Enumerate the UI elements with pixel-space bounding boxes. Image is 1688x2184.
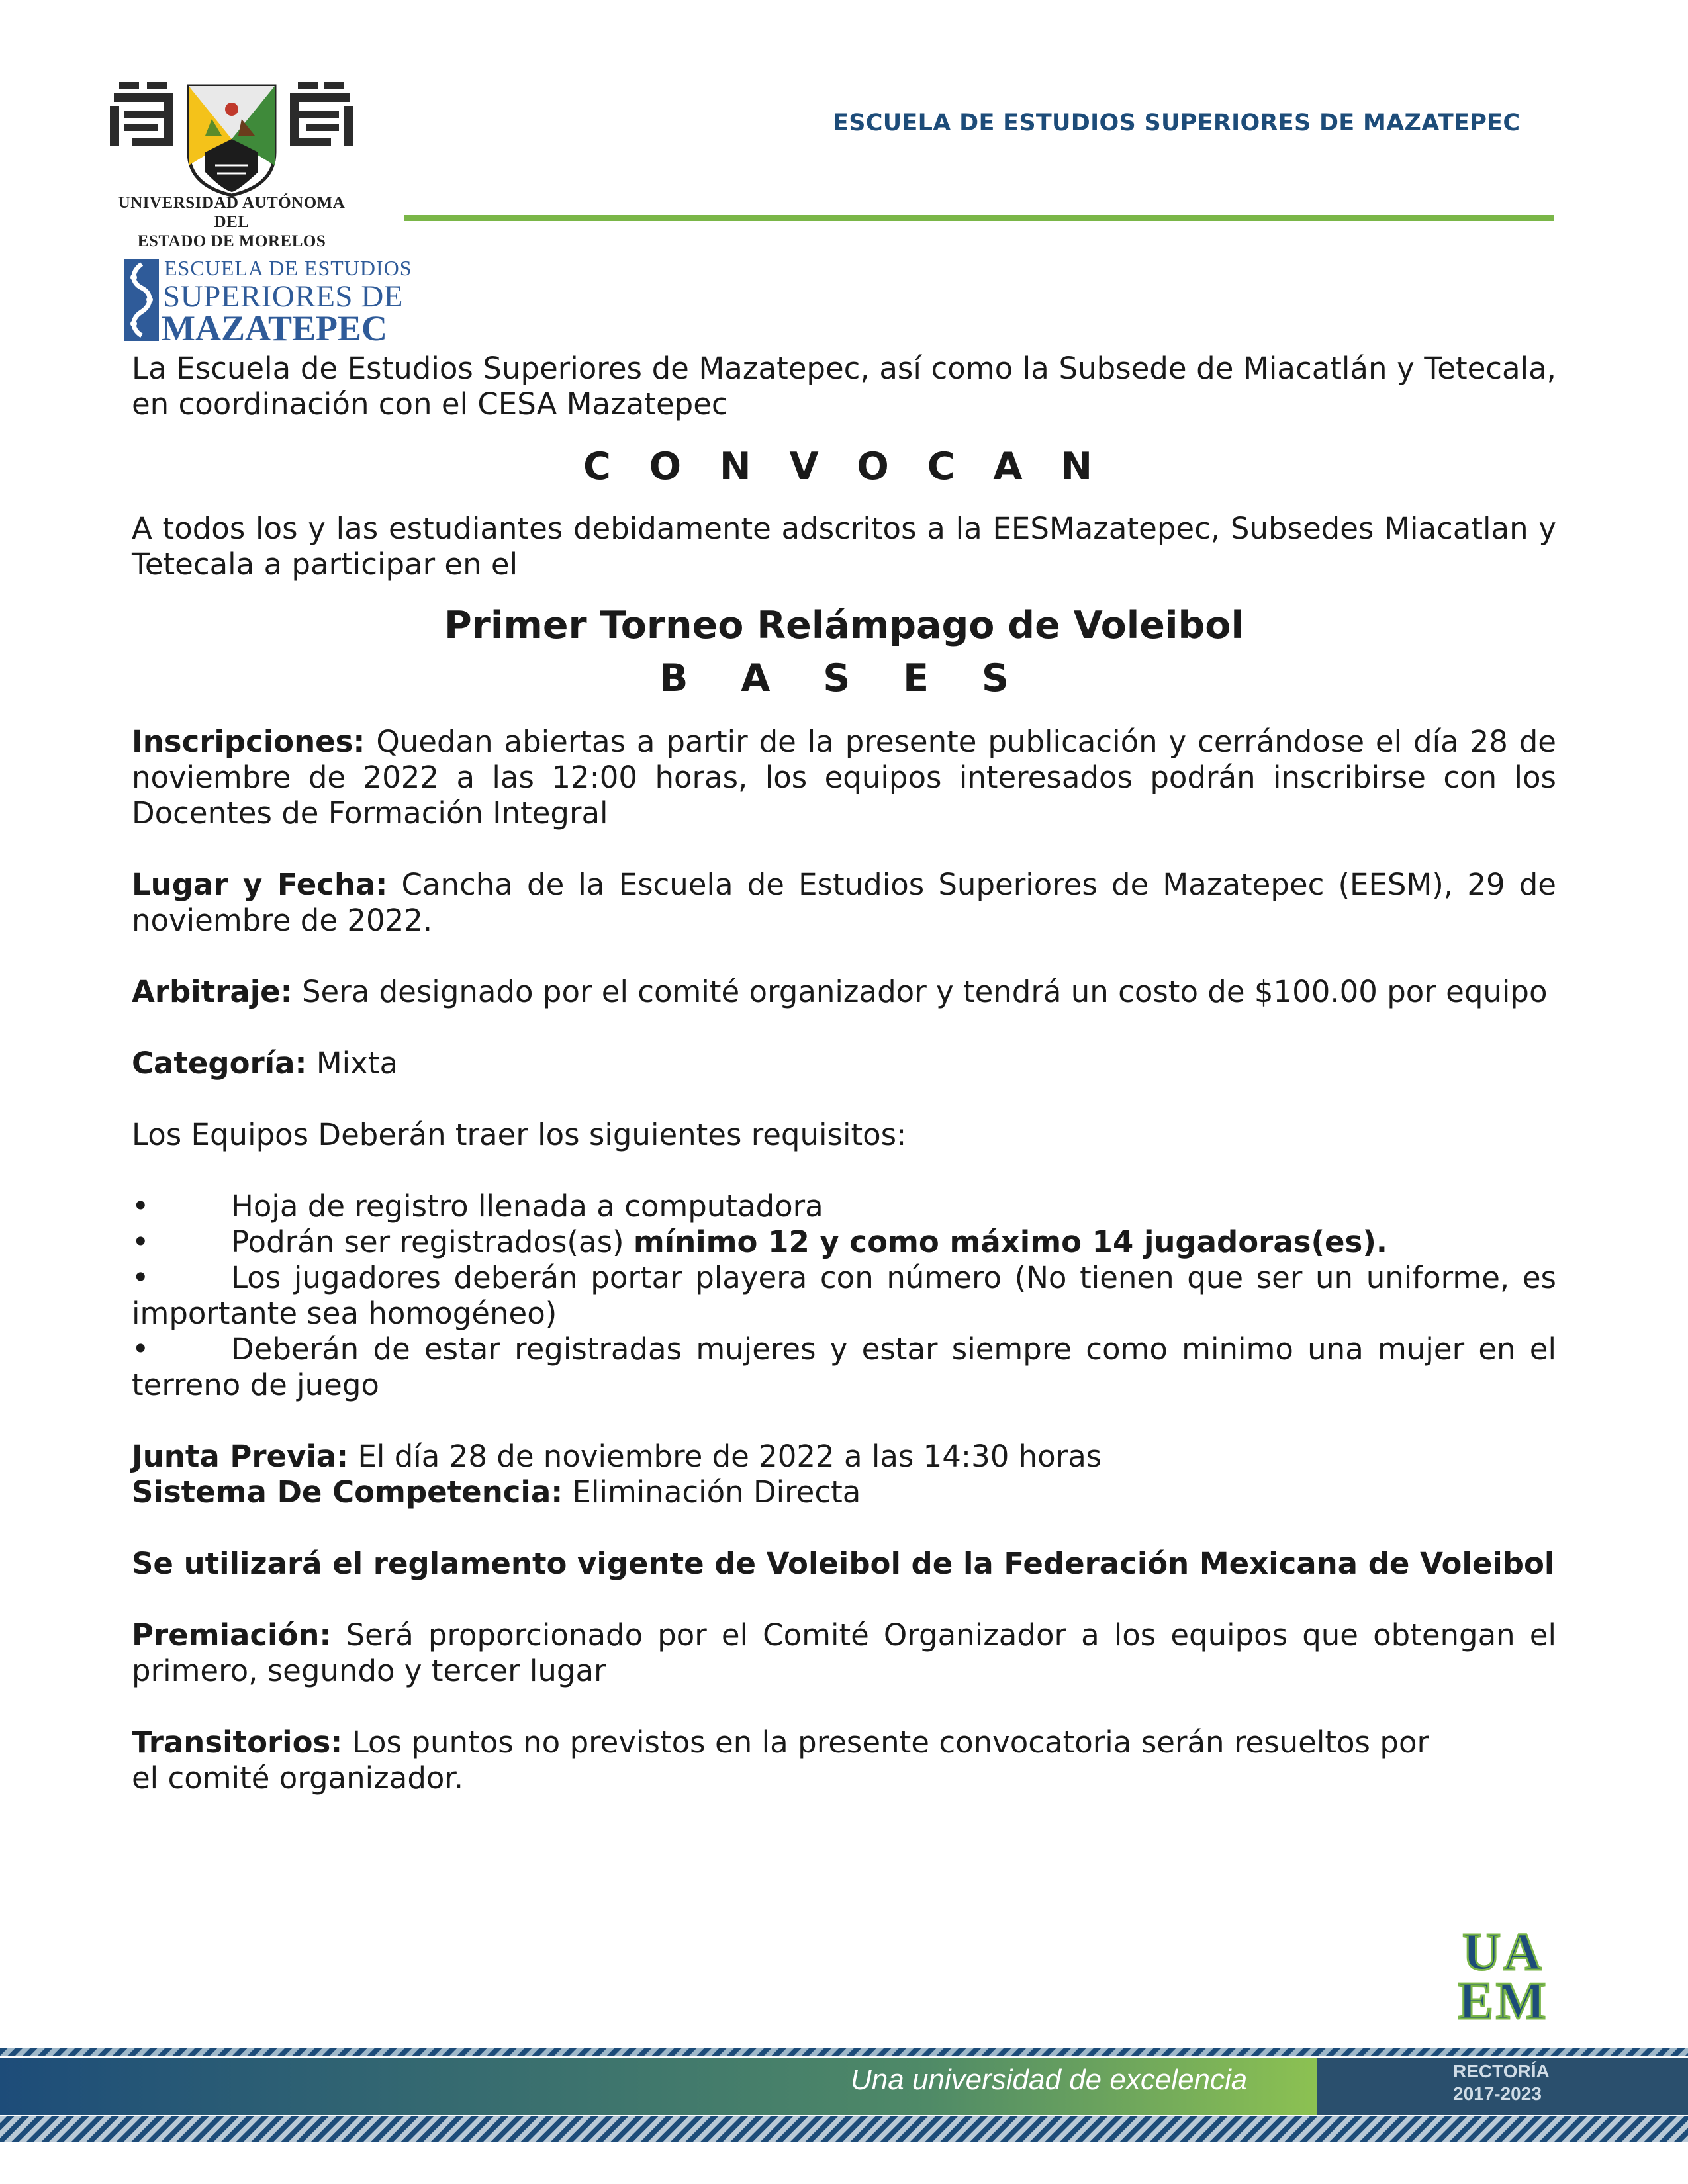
categoria-text: Mixta <box>316 1046 399 1081</box>
requirement-text: Hoja de registro llenada a computadora <box>231 1189 823 1224</box>
requirement-text: Los jugadores deberán portar playera con número (No tienen que ser un uniforme, es importante sea homogéneo) <box>132 1260 1556 1331</box>
premiacion-section <box>132 1617 1556 1689</box>
requirement-text: Deberán de estar registradas mujeres y estar siempre como minimo una mujer en el terreno de juego <box>132 1332 1556 1402</box>
uaem-footer-logo <box>1448 1925 1559 2024</box>
requirement-bold-text: mínimo 12 y como máximo 14 jugadoras(es). <box>633 1224 1387 1259</box>
footer-rectoria: RECTORÍA <box>1453 2061 1550 2081</box>
inscripciones-text: Quedan abiertas a partir de la presente publicación y cerrándose el día 28 de noviembre de 2022 a las 12:00 horas, los equipos interesados podrán inscribirse con los Docentes de Formación Integral <box>132 724 1556 831</box>
intro-paragraph: La Escuela de Estudios Superiores de Mazatepec, así como la Subsede de Miacatlán y Tetecala, en coordinación con el CESA Mazatepec <box>132 351 1556 422</box>
bullet-icon: • <box>132 1189 150 1224</box>
lugar-text: Cancha de la Escuela de Estudios Superiores de Mazatepec (EESM), 29 de noviembre de 2022. <box>132 867 1556 938</box>
requirement-item <box>132 1260 1556 1332</box>
requirement-item <box>132 1332 1556 1403</box>
arbitraje-label: Arbitraje: <box>132 974 293 1009</box>
arbitraje-section <box>132 974 1556 1010</box>
eesm-logo-line3: MAZATEPEC <box>162 308 388 348</box>
eesm-emblem-icon <box>124 259 159 341</box>
bullet-icon: • <box>132 1224 150 1259</box>
audience-paragraph: A todos los y las estudiantes debidamente adscritos a la EESMazatepec, Subsedes Miacatlan y Tetecala a participar en el <box>132 511 1556 582</box>
bases-heading: B A S E S <box>659 657 1029 700</box>
junta-text: El día 28 de noviembre de 2022 a las 14:30 horas <box>357 1439 1102 1474</box>
lugar-label: Lugar y Fecha: <box>132 867 388 902</box>
lugar-section <box>132 867 1556 938</box>
categoria-section <box>132 1046 1556 1081</box>
event-title: Primer Torneo Relámpago de Voleibol <box>444 604 1244 647</box>
transitorios-section <box>132 1725 1429 1796</box>
requirement-item <box>132 1189 1556 1224</box>
premiacion-label: Premiación: <box>132 1617 332 1653</box>
uaem-logo-bottom: EM <box>1458 1972 1549 2024</box>
university-name <box>106 193 357 251</box>
reglamento-text: Se utilizará el reglamento vigente de Voleibol de la Federación Mexicana de Voleibol <box>132 1546 1555 1581</box>
bullet-icon: • <box>132 1332 150 1367</box>
reglamento-note <box>132 1546 1556 1582</box>
requirement-text: Podrán ser registrados(as) <box>231 1224 624 1259</box>
transitorios-label: Transitorios: <box>132 1725 343 1760</box>
university-name-line1: UNIVERSIDAD AUTÓNOMA DEL <box>118 194 346 231</box>
footer-period: 2017-2023 <box>1453 2083 1542 2104</box>
requirement-item <box>132 1224 1556 1260</box>
requisitos-intro: Los Equipos Deberán traer los siguientes requisitos: <box>132 1117 907 1152</box>
categoria-label: Categoría: <box>132 1046 307 1081</box>
document-body <box>132 351 1556 1796</box>
inscripciones-section <box>132 724 1556 831</box>
bullet-icon: • <box>132 1260 150 1295</box>
inscripciones-label: Inscripciones: <box>132 724 365 759</box>
sistema-section <box>132 1475 1556 1510</box>
transitorios-text: Los puntos no previstos en la presente convocatoria serán resueltos por el comité organizador. <box>132 1725 1430 1796</box>
convocan-heading: C O N V O C A N <box>583 445 1105 488</box>
footer-slogan: Una universidad de excelencia <box>851 2064 1248 2096</box>
university-name-line2: ESTADO DE MORELOS <box>137 232 326 250</box>
eesm-logo-line1: ESCUELA DE ESTUDIOS <box>164 256 412 280</box>
eesm-logo <box>124 255 412 348</box>
uaem-logo-top: UA <box>1462 1925 1544 1981</box>
arbitraje-text: Sera designado por el comité organizador y tendrá un costo de $100.00 por equipo <box>301 974 1548 1009</box>
junta-section <box>132 1439 1556 1475</box>
junta-label: Junta Previa: <box>132 1439 349 1474</box>
sistema-text: Eliminación Directa <box>572 1475 861 1510</box>
sistema-label: Sistema De Competencia: <box>132 1475 563 1510</box>
eesm-logo-line2: SUPERIORES DE <box>163 279 403 314</box>
header-divider <box>404 215 1554 221</box>
school-header-title: ESCUELA DE ESTUDIOS SUPERIORES DE MAZATEPEC <box>833 110 1521 136</box>
premiacion-text: Será proporcionado por el Comité Organizador a los equipos que obtengan el primero, segundo y tercer lugar <box>132 1617 1556 1688</box>
footer-banner <box>0 2048 1688 2184</box>
